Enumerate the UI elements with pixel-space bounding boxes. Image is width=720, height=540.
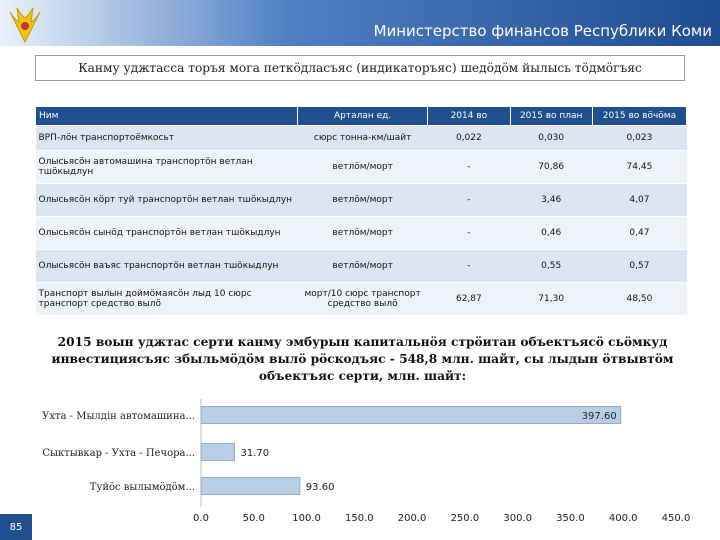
chart-tick-label: 350.0 [556, 513, 585, 524]
chart-bar [201, 478, 300, 495]
chart-tick-label: 0.0 [193, 513, 209, 524]
cell-2014: - [428, 217, 510, 250]
coat-of-arms-logo [2, 2, 48, 44]
cell-2014: - [428, 151, 510, 184]
table-row [36, 217, 687, 250]
cell-fact-2015: 0,47 [592, 217, 686, 250]
cell-unit: ветлӧм/морт [298, 217, 428, 250]
cell-plan-2015: 71,30 [510, 283, 592, 316]
chart-bar [201, 407, 621, 424]
chart-tick-label: 300.0 [503, 513, 532, 524]
cell-fact-2015: 74,45 [592, 151, 686, 184]
col-header-unit: Арталан ед. [298, 107, 428, 126]
subtitle-box [35, 55, 685, 81]
table-row [36, 151, 687, 184]
chart-data-label: 397.60 [581, 411, 617, 422]
cell-2014: - [428, 184, 510, 217]
col-header-fact-2015: 2015 во вӧчӧма [592, 107, 686, 126]
cell-plan-2015: 0,030 [510, 126, 592, 151]
cell-plan-2015: 0,46 [510, 217, 592, 250]
cell-plan-2015: 70,86 [510, 151, 592, 184]
cell-name: Олысьясӧн автомашина транспортӧн ветлан тшӧкыдлун [36, 151, 298, 184]
investment-caption: 2015 воын уджтас серти канму эмбурын капитальнӧя стрӧитан объектъясӧ сьӧмкуд инвестициясъяс збыльмӧдӧм вылӧ рӧскодъяс - 548,8 млн. шайт, сы лыдын ӧтвывтӧм объектъяс серти, млн. шайт: [51, 335, 674, 383]
chart-bar [201, 444, 234, 461]
cell-unit: морт/10 сюрс транспорт средство вылӧ [298, 283, 428, 316]
subtitle-text: Канму уджтасса торъя мога петкӧдласъяс (индикаторъяс) шедӧдӧм йылысь тӧдмӧгъяс [78, 61, 642, 75]
table-header-row [36, 107, 687, 126]
chart-tick-label: 400.0 [608, 513, 638, 524]
col-header-name: Ним [36, 107, 298, 126]
cell-fact-2015: 0,57 [592, 250, 686, 283]
col-header-plan-2015: 2015 во план [510, 107, 592, 126]
chart-tick-label: 100.0 [292, 513, 321, 524]
cell-2014: 62,87 [428, 283, 510, 316]
cell-name: Олысьясӧн кӧрт туй транспортӧн ветлан тшӧкыдлун [36, 184, 298, 217]
cell-plan-2015: 3,46 [510, 184, 592, 217]
cell-unit: ветлӧм/морт [298, 250, 428, 283]
ministry-title: Министерство финансов Республики Коми [373, 22, 712, 40]
table-row [36, 126, 687, 151]
cell-fact-2015: 4,07 [592, 184, 686, 217]
cell-name: Олысьясӧн ваъяс транспортӧн ветлан тшӧкыдлун [36, 250, 298, 283]
chart-data-label: 93.60 [305, 482, 335, 493]
cell-name: Олысьясӧн сынӧд транспортӧн ветлан тшӧкыдлун [36, 217, 298, 250]
chart-tick-label: 50.0 [242, 513, 265, 524]
cell-unit: сюрс тонна-км/шайт [298, 126, 428, 151]
table-row [36, 250, 687, 283]
table-row [36, 283, 687, 316]
cell-fact-2015: 48,50 [592, 283, 686, 316]
cell-plan-2015: 0,55 [510, 250, 592, 283]
chart-data-label: 31.70 [240, 448, 270, 459]
chart-tick-label: 250.0 [450, 513, 480, 524]
investment-bar-chart [36, 397, 720, 540]
chart-category-label: Ухта - Мылдін автомашина... [42, 411, 195, 422]
cell-unit: ветлӧм/морт [298, 151, 428, 184]
chart-category-label: Туйӧс вылымӧдӧм... [89, 482, 195, 493]
cell-name: ВРП-лӧн транспортоёмкосьт [36, 126, 298, 151]
chart-tick-label: 200.0 [397, 513, 427, 524]
chart-tick-label: 450.0 [661, 513, 691, 524]
table-row [36, 184, 687, 217]
cell-2014: - [428, 250, 510, 283]
chart-category-label: Сыктывкар - Ухта - Печора... [42, 448, 195, 459]
page-number: 85 [0, 514, 32, 540]
cell-2014: 0,022 [428, 126, 510, 151]
indicators-table [35, 106, 687, 316]
header-bar [0, 0, 720, 46]
cell-name: Транспорт вылын доймӧмаясӧн лыд 10 сюрс транспорт средство вылӧ [36, 283, 298, 316]
col-header-2014: 2014 во [428, 107, 510, 126]
cell-unit: ветлӧм/морт [298, 184, 428, 217]
chart-tick-label: 150.0 [345, 513, 374, 524]
cell-fact-2015: 0,023 [592, 126, 686, 151]
